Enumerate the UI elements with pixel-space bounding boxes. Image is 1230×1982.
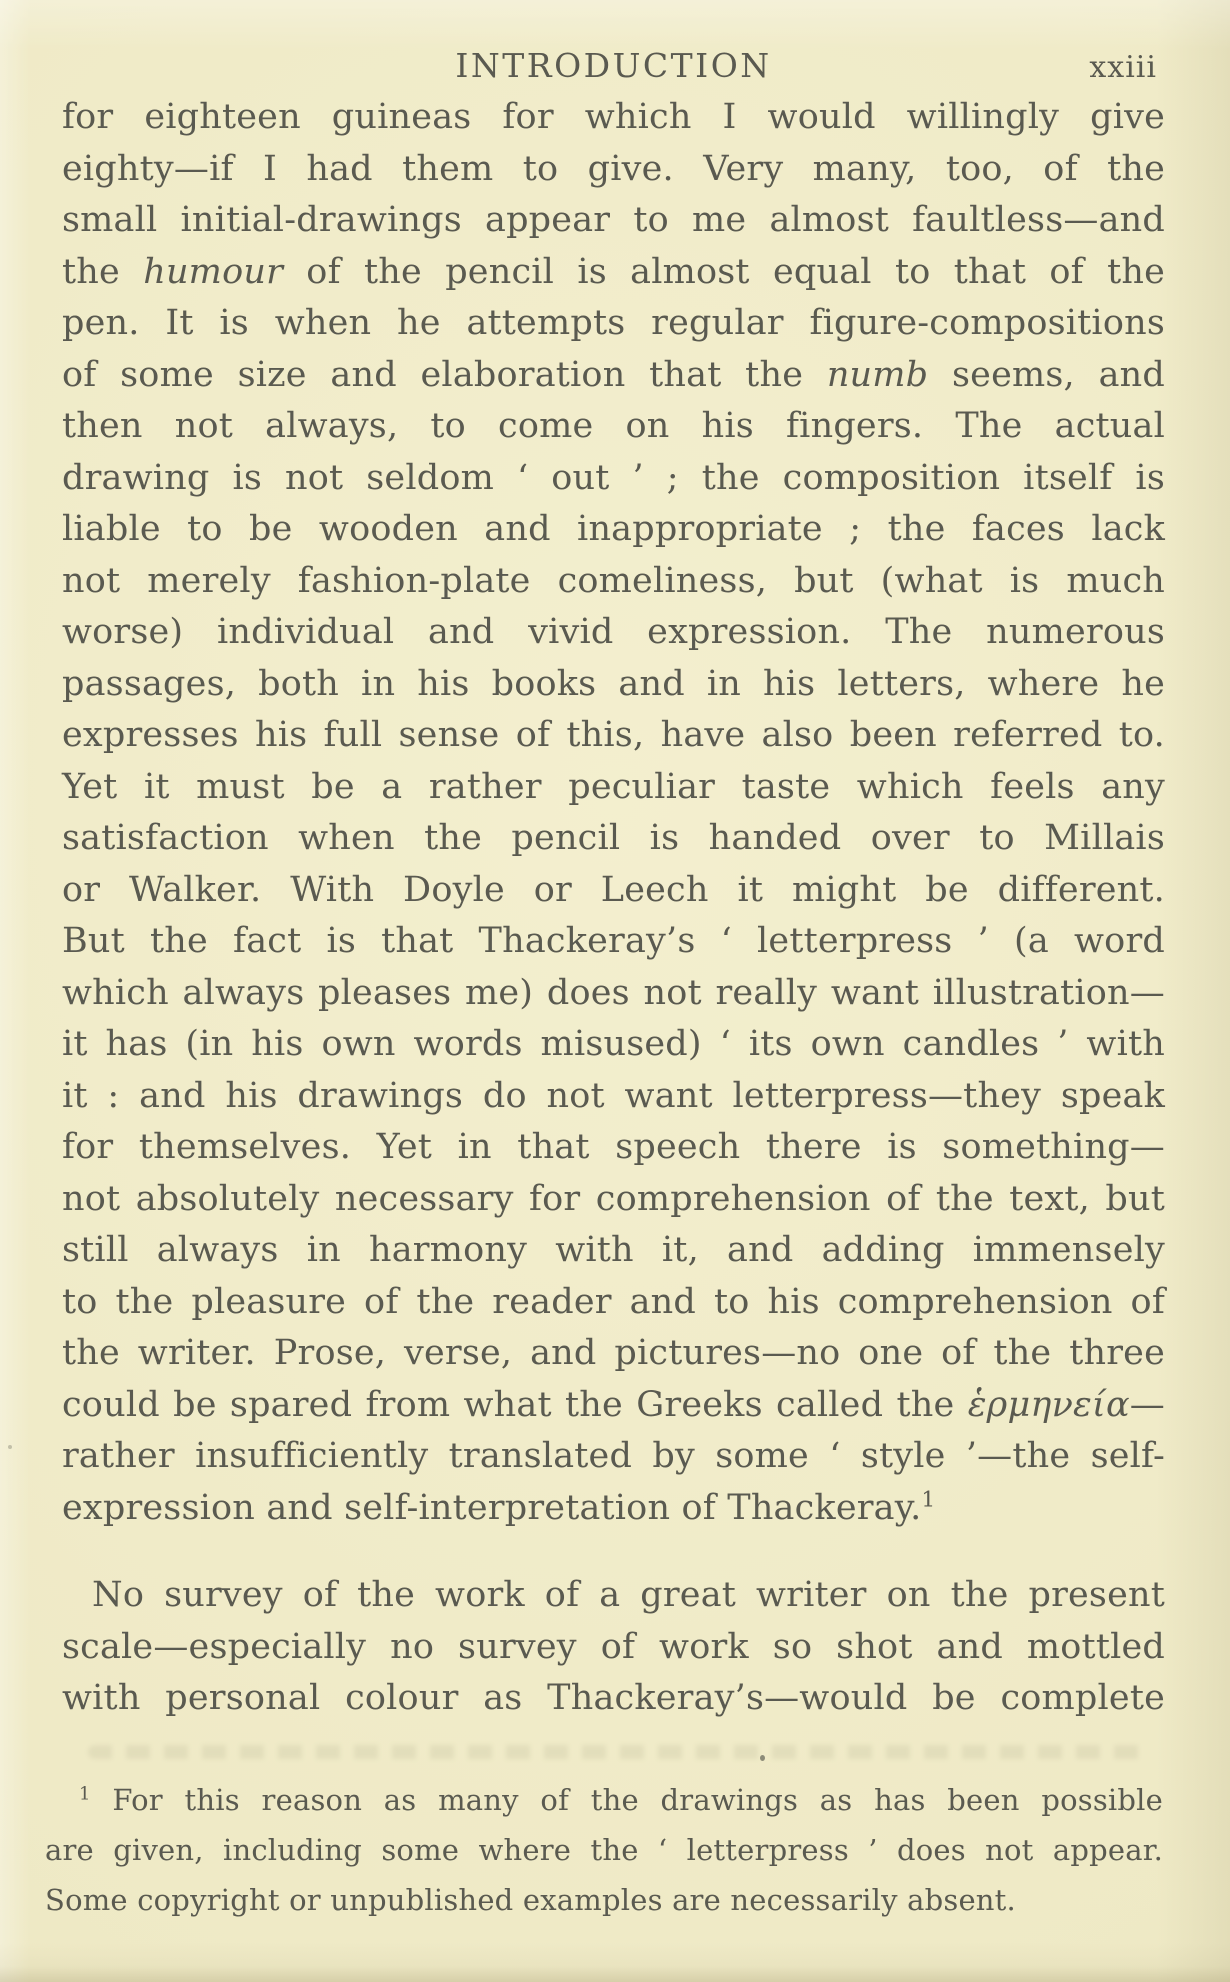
text-line: of some size and elaboration that the numb seems, and xyxy=(62,354,1165,395)
page-number: xxiii xyxy=(1089,50,1157,85)
section-title: INTRODUCTION xyxy=(455,46,772,85)
emphasized-word: humour xyxy=(143,251,284,292)
text-line: passages, both in his books and in his letters, where he xyxy=(62,663,1165,704)
text-line: it has (in his own words misused) ‘ its own candles ’ with xyxy=(62,1024,1165,1064)
text-line: for eighteen guineas for which I would willingly give xyxy=(62,97,1165,137)
text-line: Some copyright or unpublished examples are necessarily absent. xyxy=(45,1882,1016,1917)
page-content xyxy=(45,46,1165,1925)
footnote-reference: 1 xyxy=(921,1486,936,1512)
text-line: which always pleases me) does not really want illustration— xyxy=(62,972,1165,1013)
text-line: pen. It is when he attempts regular figure-compositions xyxy=(62,303,1165,343)
footnote xyxy=(45,1775,1163,1925)
paragraph xyxy=(62,92,1165,1534)
paragraph xyxy=(62,1570,1165,1725)
ink-speck xyxy=(8,1445,12,1449)
text-line: Yet it must be a rather peculiar taste which feels any xyxy=(62,766,1165,807)
text-line: expresses his full sense of this, have also been referred to. xyxy=(62,715,1165,755)
text-line: not merely fashion-plate comeliness, but (what is much xyxy=(62,560,1165,601)
text-line: could be spared from what the Greeks called the ἑρμηνεία— xyxy=(62,1384,1165,1425)
text-line: rather insufficiently translated by some ‘ style ’—the self- xyxy=(62,1436,1165,1476)
text-line: the humour of the pencil is almost equal to that of the xyxy=(62,251,1165,292)
text-line: still always in harmony with it, and adding immensely xyxy=(62,1230,1165,1270)
footnote-reference: 1 xyxy=(79,1782,91,1804)
text-line: to the pleasure of the reader and to his comprehension of xyxy=(62,1281,1165,1322)
text-line: are given, including some where the ‘ letterpress ’ does not appear. xyxy=(45,1832,1163,1867)
text-line: the writer. Prose, verse, and pictures—no one of the three xyxy=(62,1333,1165,1373)
text-line: scale—especially no survey of work so shot and mottled xyxy=(62,1626,1165,1667)
text-line: with personal colour as Thackeray’s—would be complete xyxy=(62,1678,1165,1718)
text-line: satisfaction when the pencil is handed over to Millais xyxy=(62,818,1165,858)
text-line: expression and self-interpretation of Thackeray.$^1$ xyxy=(62,1486,936,1528)
text-line: No survey of the work of a great writer on the present xyxy=(92,1575,1165,1615)
text-line: drawing is not seldom ‘ out ’ ; the composition itself is xyxy=(62,457,1165,498)
text-line: worse) individual and vivid expression. The numerous xyxy=(62,612,1165,652)
text-line: $^1$ For this reason as many of the drawings as has been possible xyxy=(79,1782,1163,1817)
text-line: not absolutely necessary for comprehension of the text, but xyxy=(62,1178,1165,1219)
text-line: But the fact is that Thackeray’s ‘ letterpress ’ (a word xyxy=(62,921,1165,961)
text-line: or Walker. With Doyle or Leech it might be different. xyxy=(62,869,1165,910)
text-line: then not always, to come on his fingers. The actual xyxy=(62,406,1165,446)
text-line: small initial-drawings appear to me almost faultless—and xyxy=(62,200,1165,240)
text-line: it : and his drawings do not want letterpress—they speak xyxy=(62,1075,1165,1116)
emphasized-word: ἑρμηνεία xyxy=(967,1384,1130,1425)
text-line: eighty—if I had them to give. Very many, too, of the xyxy=(62,148,1165,189)
page-header xyxy=(62,46,1165,90)
text-line: liable to be wooden and inappropriate ; the faces lack xyxy=(62,509,1165,549)
body-text xyxy=(62,92,1165,1725)
emphasized-word: numb xyxy=(826,354,929,395)
text-line: for themselves. Yet in that speech there is something— xyxy=(62,1127,1165,1167)
